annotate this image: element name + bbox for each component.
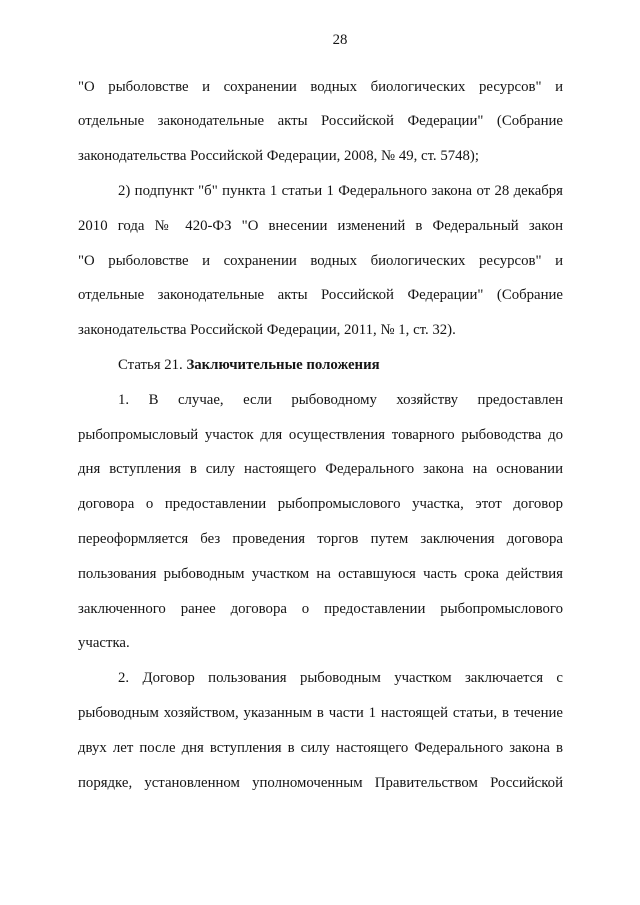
- text-line: законодательства Российской Федерации, 2011, № 1, ст. 32).: [78, 322, 456, 339]
- text-line: 2) подпункт "б" пункта 1 статьи 1 Федерального закона от 28 декабря: [118, 182, 563, 199]
- text-line: двух лет после дня вступления в силу настоящего Федерального закона в: [78, 739, 563, 756]
- text-line: дня вступления в силу настоящего Федерального закона на основании: [78, 461, 563, 478]
- article-label: Статья 21.: [118, 356, 183, 373]
- text-line: порядке, установленном уполномоченным Правительством Российской: [78, 774, 563, 791]
- page-number: 28: [332, 32, 348, 48]
- text-line: договора о предоставлении рыбопромыслового участка, этот договор: [78, 496, 563, 513]
- paragraph: [78, 174, 563, 348]
- paragraph: [78, 383, 563, 661]
- text-line: 2010 года № 420-ФЗ "О внесении изменений в Федеральный закон: [78, 217, 563, 234]
- text-line: заключенного ранее договора о предоставлении рыбопромыслового: [78, 600, 563, 617]
- text-line: 1. В случае, если рыбоводному хозяйству предоставлен: [118, 391, 563, 408]
- text-line: "О рыболовстве и сохранении водных биологических ресурсов" и: [78, 78, 563, 95]
- text-line: участка.: [78, 635, 130, 652]
- article-title: Заключительные положения: [186, 356, 380, 373]
- text-line: отдельные законодательные акты Российской Федерации" (Собрание: [78, 113, 563, 130]
- text-line: "О рыболовстве и сохранении водных биологических ресурсов" и: [78, 252, 563, 269]
- text-line: переоформляется без проведения торгов путем заключения договора: [78, 530, 563, 547]
- paragraph: [78, 70, 563, 174]
- text-line: 2. Договор пользования рыбоводным участком заключается с: [118, 670, 563, 687]
- text-line: законодательства Российской Федерации, 2008, № 49, ст. 5748);: [78, 148, 479, 165]
- document-body: [78, 70, 563, 801]
- text-line: пользования рыбоводным участком на оставшуюся часть срока действия: [78, 565, 563, 582]
- paragraph: [78, 661, 563, 800]
- text-line: рыбоводным хозяйством, указанным в части 1 настоящей статьи, в течение: [78, 704, 563, 721]
- text-line: отдельные законодательные акты Российской Федерации" (Собрание: [78, 287, 563, 304]
- article-heading: [78, 348, 563, 383]
- text-line: рыбопромысловый участок для осуществления товарного рыбоводства до: [78, 426, 563, 443]
